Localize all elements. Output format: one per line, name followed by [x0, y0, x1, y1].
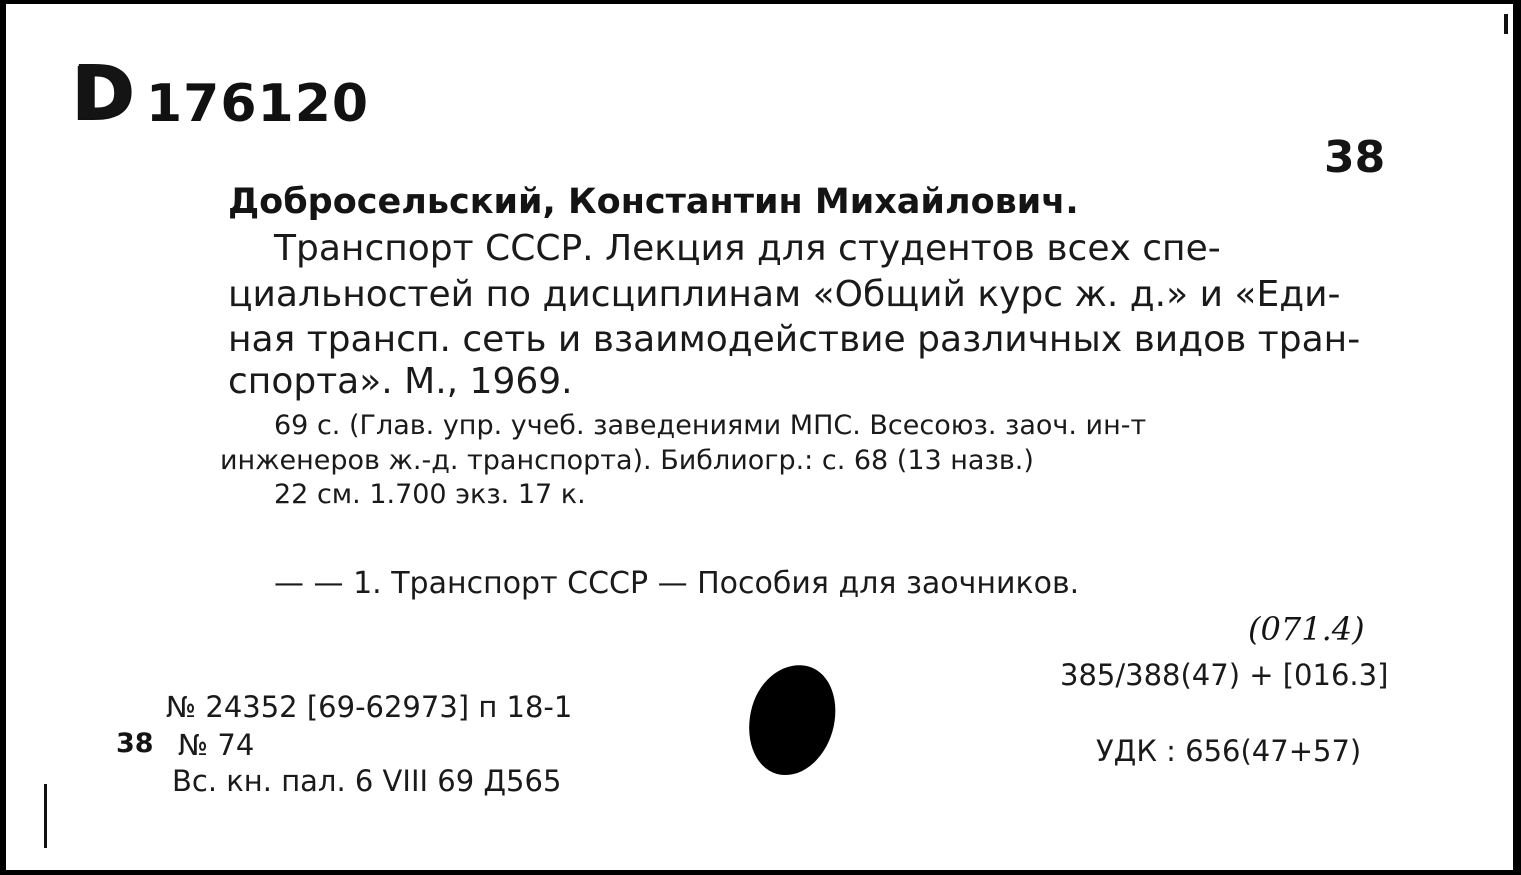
description-line-3: 22 см. 1.700 экз. 17 к.: [274, 479, 586, 510]
classification-code: 385/388(47) + [016.3]: [1060, 658, 1389, 692]
subject-heading: — — 1. Транспорт СССР — Пособия для заочников.: [274, 566, 1080, 601]
title-line-3: ная трансп. сеть и взаимодействие различных видов тран-: [228, 319, 1361, 360]
author-heading: Добросельский, Константин Михайлович.: [228, 182, 1079, 222]
description-line-1: 69 с. (Глав. упр. учеб. заведениями МПС. Всесоюз. заоч. ин-т: [274, 410, 1147, 441]
catalog-card: [6, 4, 1513, 870]
udc-code: УДК : 656(47+57): [1096, 734, 1362, 768]
description-line-2: инженеров ж.-д. транспорта). Библиогр.: с. 68 (13 назв.): [220, 445, 1034, 476]
handwritten-number: 176120: [146, 74, 370, 134]
stamp-letter: D: [72, 50, 132, 136]
edge-mark-right: [1504, 14, 1508, 34]
registry-prefix: 38: [116, 728, 154, 759]
title-line-4: спорта». М., 1969.: [228, 361, 573, 402]
registry-line-2: № 74: [178, 728, 255, 762]
registry-line-1: № 24352 [69-62973] п 18-1: [166, 690, 573, 724]
edge-mark: [44, 784, 47, 848]
registry-line-3: Вс. кн. пал. 6 VIII 69 Д565: [172, 764, 562, 798]
punch-hole: [736, 655, 848, 786]
title-line-2: циальностей по дисциплинам «Общий курс ж. д.» и «Еди-: [228, 274, 1341, 315]
shelf-number: 38: [1324, 132, 1386, 183]
title-line-1: Транспорт СССР. Лекция для студентов всех спе-: [274, 228, 1221, 269]
handwritten-classification: (071.4): [1248, 610, 1365, 648]
